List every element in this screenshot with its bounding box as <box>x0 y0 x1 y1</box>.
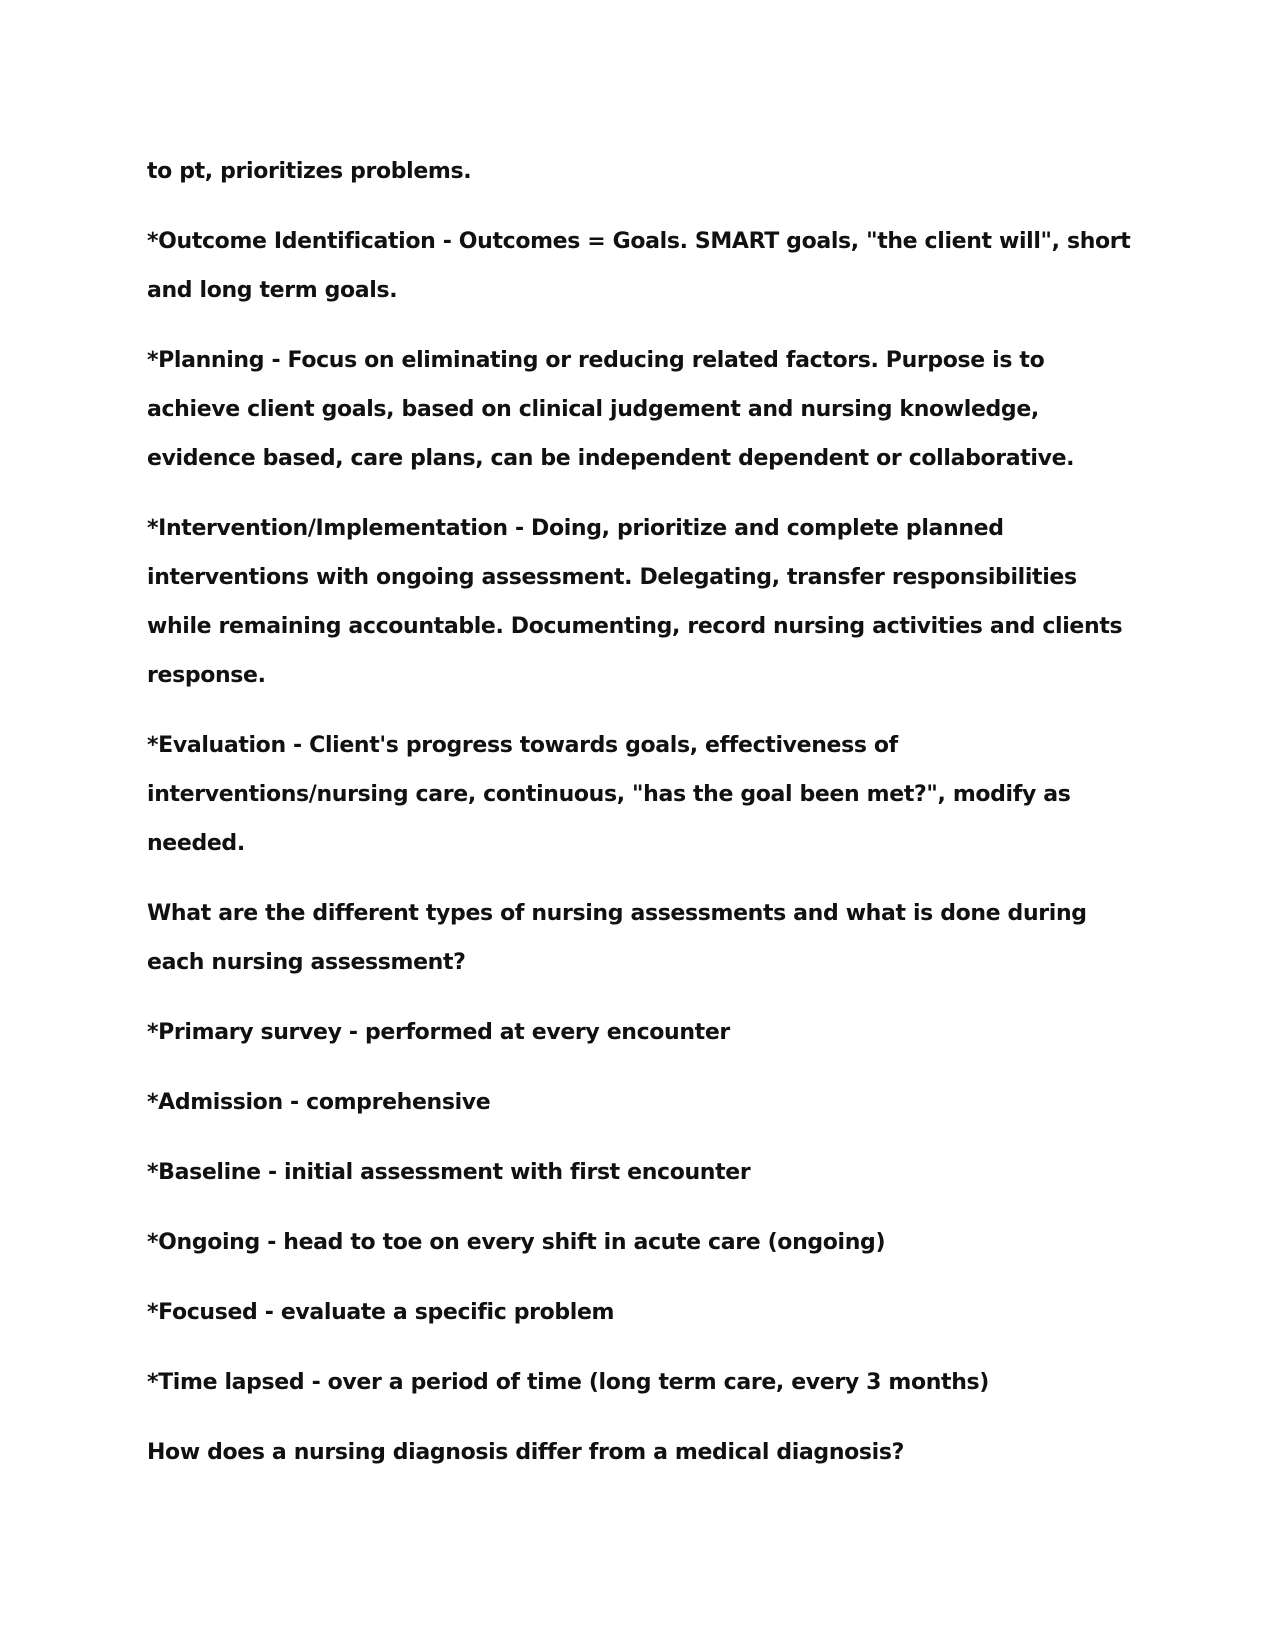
question-nursing-vs-medical-diagnosis: How does a nursing diagnosis differ from a medical diagnosis? <box>147 1440 904 1465</box>
item-ongoing: *Ongoing - head to toe on every shift in acute care (ongoing) <box>147 1230 886 1255</box>
paragraph-continuation: to pt, prioritizes problems. <box>147 159 472 184</box>
item-admission: *Admission - comprehensive <box>147 1090 491 1115</box>
paragraph-outcome-identification: *Outcome Identification - Outcomes = Goals. SMART goals, "the client will", short and long term goals. <box>147 229 1131 303</box>
item-focused: *Focused - evaluate a specific problem <box>147 1300 615 1325</box>
paragraph-planning: *Planning - Focus on eliminating or reducing related factors. Purpose is to achieve client goals, based on clinical judgement and nursing knowledge, evidence based, care plans, can be independent dependent or collaborative. <box>147 348 1075 471</box>
item-time-lapsed: *Time lapsed - over a period of time (long term care, every 3 months) <box>147 1370 989 1395</box>
paragraph-evaluation: *Evaluation - Client's progress towards goals, effectiveness of interventions/nursing care, continuous, "has the goal been met?", modify as needed. <box>147 733 1071 856</box>
item-baseline: *Baseline - initial assessment with first encounter <box>147 1160 751 1185</box>
question-assessment-types: What are the different types of nursing assessments and what is done during each nursing assessment? <box>147 901 1087 975</box>
paragraph-intervention-implementation: *Intervention/Implementation - Doing, prioritize and complete planned interventions with ongoing assessment. Delegating, transfer responsibilities while remaining accountable. Documenting, record nursing activities and clients response. <box>147 516 1123 688</box>
item-primary-survey: *Primary survey - performed at every encounter <box>147 1020 730 1045</box>
document-body <box>147 147 1137 1498</box>
